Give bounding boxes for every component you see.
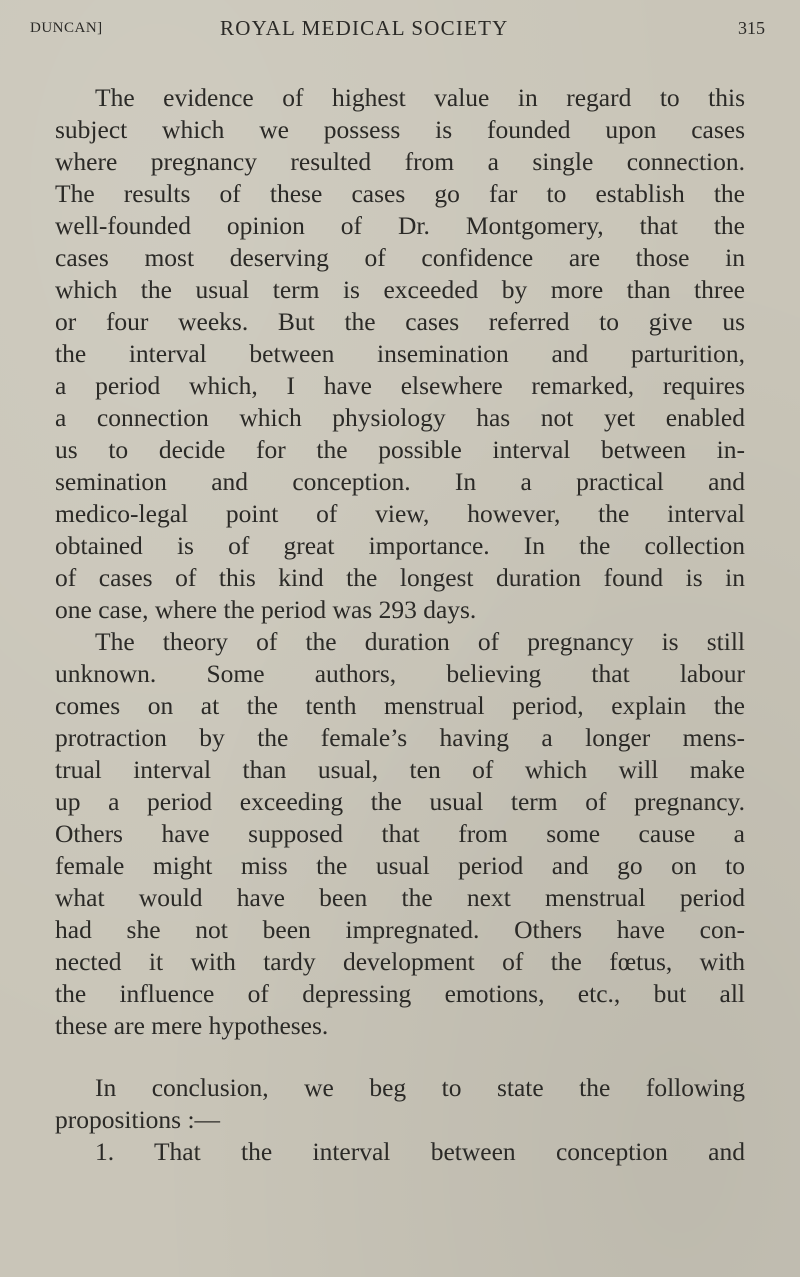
- paragraph-1: [55, 82, 745, 626]
- text-line: the influence of depressing emotions, etc., but all: [55, 979, 745, 1008]
- text-line: these are mere hypotheses.: [55, 1011, 329, 1040]
- paragraph-2: [55, 626, 745, 1042]
- text-line: comes on at the tenth menstrual period, explain the: [55, 691, 745, 720]
- body-text: [55, 82, 745, 1168]
- running-head: [30, 12, 765, 46]
- text-line: In conclusion, we beg to state the following: [95, 1073, 745, 1102]
- text-line: 1. That the interval between conception and: [95, 1137, 745, 1166]
- author-running-head: DUNCAN]: [30, 20, 103, 36]
- paragraph-3: [55, 1072, 745, 1136]
- text-line: trual interval than usual, ten of which will make: [55, 755, 745, 784]
- text-line: up a period exceeding the usual term of pregnancy.: [55, 787, 745, 816]
- paragraph-gap: [55, 1042, 745, 1072]
- text-line: unknown. Some authors, believing that labour: [55, 659, 745, 688]
- text-line: The theory of the duration of pregnancy is still: [95, 627, 745, 656]
- text-line: cases most deserving of confidence are those in: [55, 243, 745, 272]
- text-line: nected it with tardy development of the fœtus, with: [55, 947, 745, 976]
- text-line: The results of these cases go far to establish the: [55, 179, 745, 208]
- text-line: Others have supposed that from some cause a: [55, 819, 745, 848]
- text-line: well-founded opinion of Dr. Montgomery, that the: [55, 211, 745, 240]
- text-line: a period which, I have elsewhere remarked, requires: [55, 371, 745, 400]
- text-line: of cases of this kind the longest duration found is in: [55, 563, 745, 592]
- text-line: what would have been the next menstrual period: [55, 883, 745, 912]
- text-line: subject which we possess is founded upon cases: [55, 115, 745, 144]
- text-line: a connection which physiology has not yet enabled: [55, 403, 745, 432]
- text-line: the interval between insemination and parturition,: [55, 339, 745, 368]
- text-line: one case, where the period was 293 days.: [55, 595, 477, 624]
- journal-running-title: ROYAL MEDICAL SOCIETY: [220, 16, 509, 40]
- text-line: had she not been impregnated. Others have con-: [55, 915, 745, 944]
- page-number: 315: [738, 18, 765, 38]
- text-line: semination and conception. In a practical and: [55, 467, 745, 496]
- text-line: The evidence of highest value in regard to this: [95, 83, 745, 112]
- text-line: or four weeks. But the cases referred to give us: [55, 307, 745, 336]
- text-line: where pregnancy resulted from a single connection.: [55, 147, 745, 176]
- paragraph-4: [55, 1136, 745, 1168]
- text-line: medico-legal point of view, however, the interval: [55, 499, 745, 528]
- text-line: which the usual term is exceeded by more than three: [55, 275, 745, 304]
- text-line: propositions :—: [55, 1105, 221, 1134]
- text-line: us to decide for the possible interval between in-: [55, 435, 745, 464]
- text-line: protraction by the female’s having a longer mens-: [55, 723, 745, 752]
- text-line: female might miss the usual period and go on to: [55, 851, 745, 880]
- text-line: obtained is of great importance. In the collection: [55, 531, 745, 560]
